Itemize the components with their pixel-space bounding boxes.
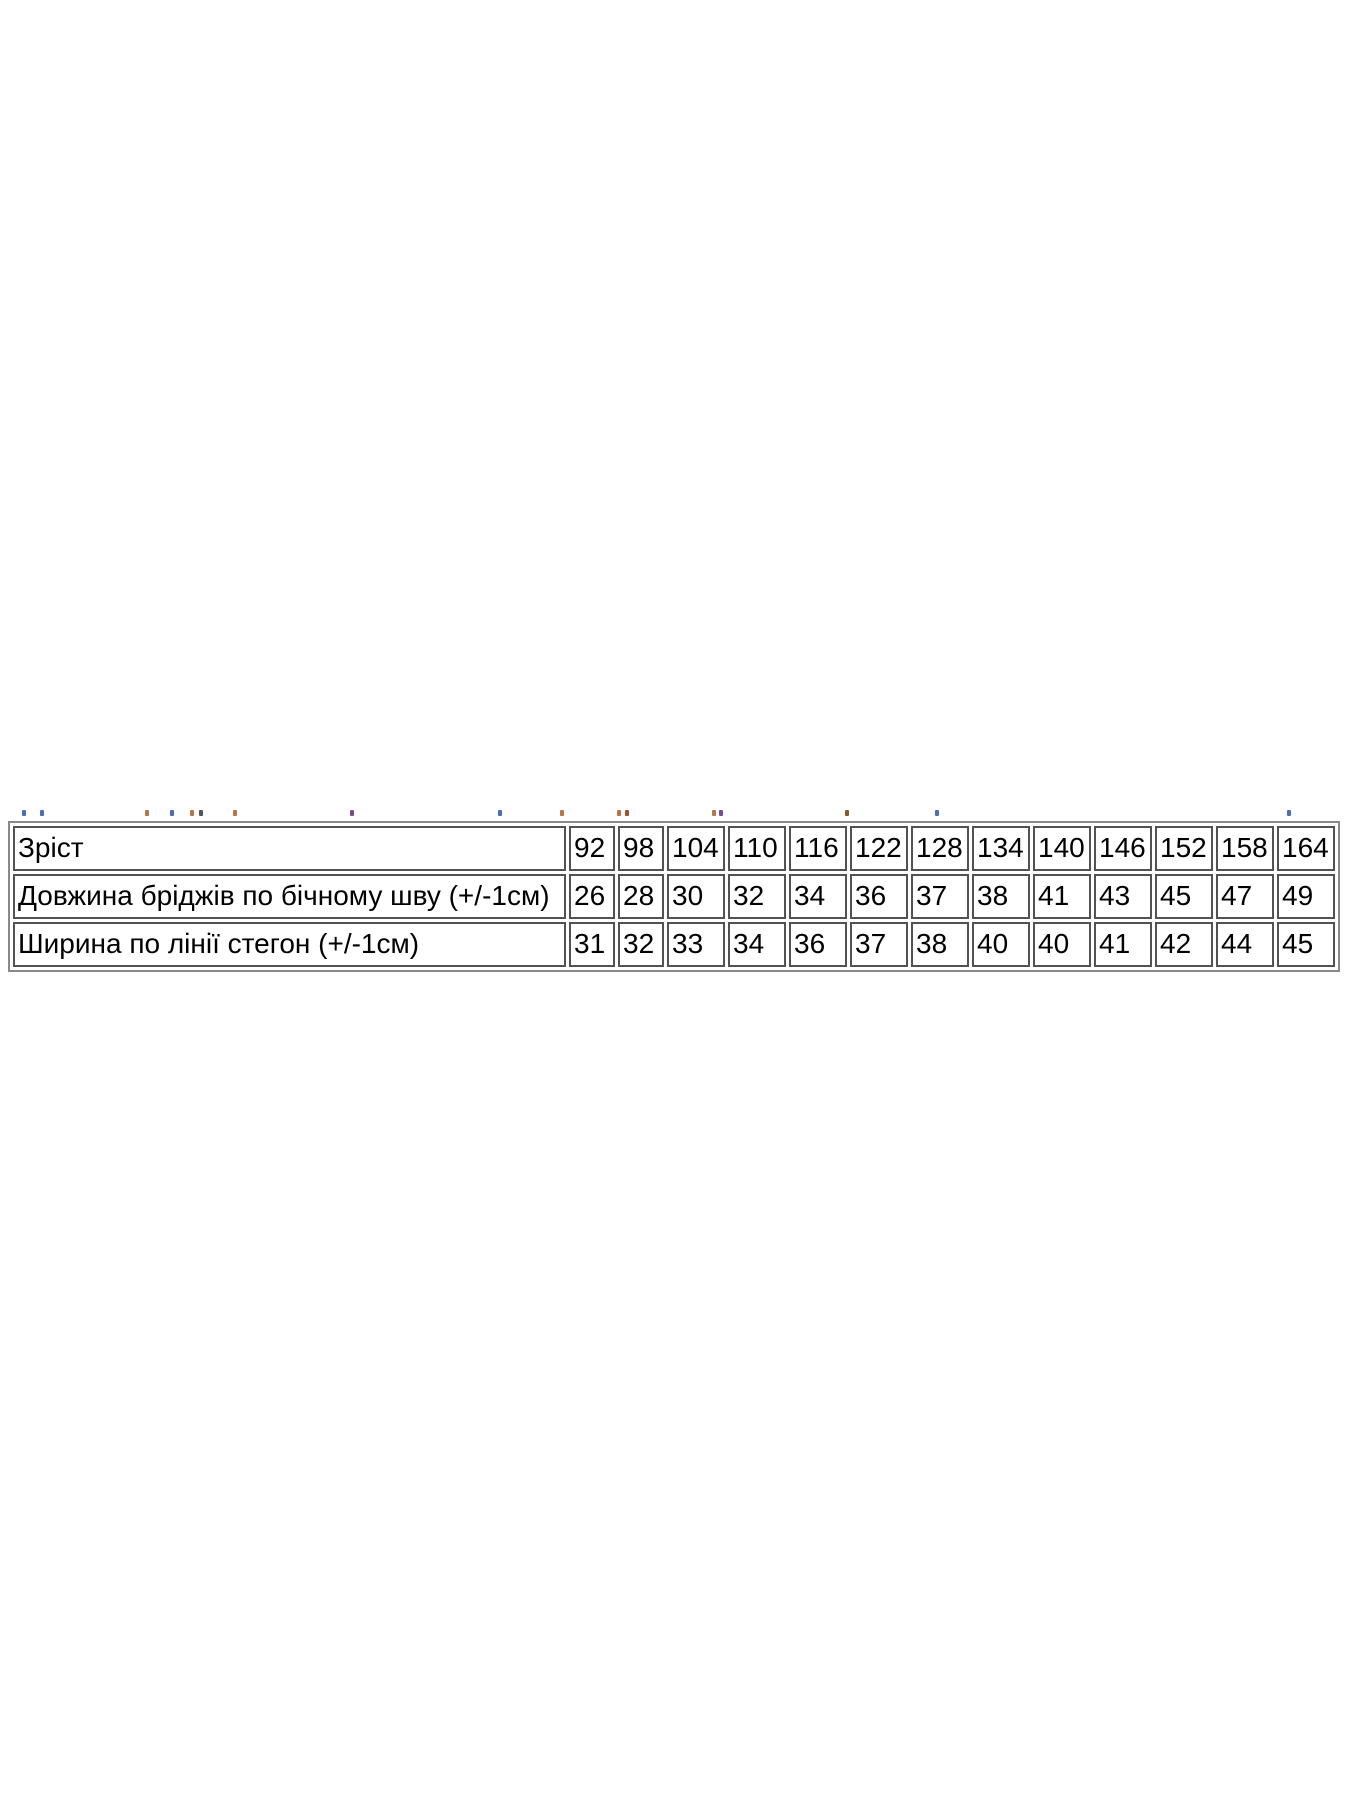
value-cell: 41: [1094, 922, 1152, 967]
value-cell: 140: [1033, 826, 1091, 871]
value-cell: 41: [1033, 874, 1091, 919]
value-cell: 146: [1094, 826, 1152, 871]
value-cell: 44: [1216, 922, 1274, 967]
value-cell: 38: [911, 922, 969, 967]
value-cell: 49: [1277, 874, 1335, 919]
value-cell: 134: [972, 826, 1030, 871]
value-cell: 36: [789, 922, 847, 967]
size-chart-table: [8, 821, 1340, 972]
table-row: [13, 922, 1335, 967]
row-label-cell: Зріст: [13, 826, 566, 871]
value-cell: 110: [728, 826, 786, 871]
table-row: [13, 874, 1335, 919]
value-cell: 36: [850, 874, 908, 919]
value-cell: 164: [1277, 826, 1335, 871]
value-cell: 32: [728, 874, 786, 919]
text-fragment-mark: [22, 810, 26, 816]
value-cell: 122: [850, 826, 908, 871]
text-fragment-mark: [498, 810, 502, 816]
value-cell: 40: [1033, 922, 1091, 967]
value-cell: 37: [850, 922, 908, 967]
value-cell: 38: [972, 874, 1030, 919]
value-cell: 32: [618, 922, 664, 967]
text-fragment-mark: [719, 810, 723, 816]
text-fragment-mark: [935, 810, 939, 816]
text-fragment-mark: [845, 810, 849, 816]
value-cell: 42: [1155, 922, 1213, 967]
value-cell: 116: [789, 826, 847, 871]
text-fragment-mark: [350, 810, 354, 816]
value-cell: 43: [1094, 874, 1152, 919]
size-table-body: [13, 826, 1335, 967]
text-fragment-mark: [199, 810, 203, 816]
table-row: [13, 826, 1335, 871]
text-fragment-mark: [40, 810, 44, 816]
value-cell: 128: [911, 826, 969, 871]
value-cell: 40: [972, 922, 1030, 967]
text-fragment-mark: [560, 810, 564, 816]
text-fragment-mark: [712, 810, 716, 816]
text-fragment-mark: [625, 810, 629, 816]
value-cell: 45: [1155, 874, 1213, 919]
value-cell: 28: [618, 874, 664, 919]
row-label-cell: Довжина бріджів по бічному шву (+/-1см): [13, 874, 566, 919]
text-fragment-mark: [617, 810, 621, 816]
text-fragment-mark: [233, 810, 237, 816]
value-cell: 30: [667, 874, 725, 919]
value-cell: 152: [1155, 826, 1213, 871]
value-cell: 37: [911, 874, 969, 919]
text-fragment-mark: [145, 810, 149, 816]
value-cell: 26: [569, 874, 615, 919]
value-cell: 33: [667, 922, 725, 967]
text-fragment-mark: [1287, 810, 1291, 816]
value-cell: 34: [728, 922, 786, 967]
text-fragment-mark: [170, 810, 174, 816]
value-cell: 47: [1216, 874, 1274, 919]
row-label-cell: Ширина по лінії стегон (+/-1см): [13, 922, 566, 967]
text-fragment-mark: [190, 810, 194, 816]
value-cell: 158: [1216, 826, 1274, 871]
value-cell: 98: [618, 826, 664, 871]
value-cell: 31: [569, 922, 615, 967]
clipped-text-fragments: [0, 810, 1350, 818]
value-cell: 34: [789, 874, 847, 919]
value-cell: 45: [1277, 922, 1335, 967]
value-cell: 92: [569, 826, 615, 871]
value-cell: 104: [667, 826, 725, 871]
